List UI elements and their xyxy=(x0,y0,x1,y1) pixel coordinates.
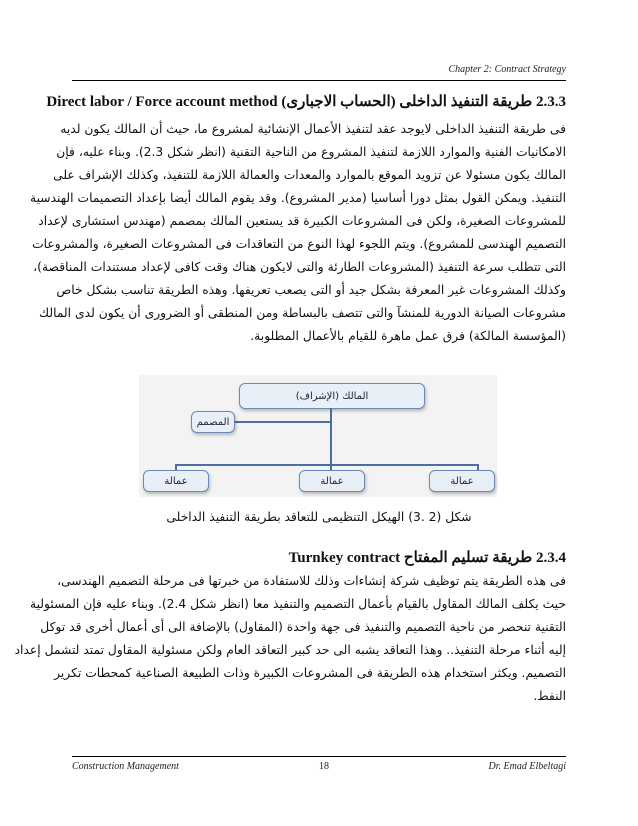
section-2-3-4-paragraph xyxy=(14,570,566,708)
paragraph-line: إليه أثناء مرحلة التنفيذ.. وهذا التعاقد يشبه الى حد كبير التعاقد العام ولكن مسئولية المقاول تمتد لتشمل إعداد xyxy=(14,643,566,657)
org-chart-figure xyxy=(139,375,497,497)
section-2-3-3-paragraph xyxy=(29,118,566,348)
paragraph-line: للمشروعات الصغيرة، ولكن فى المشروعات الكبيرة قد يستعين المالك بمصمم (مهندس استشارى لإعداد xyxy=(38,214,566,228)
labor-box: عمالة xyxy=(299,470,365,492)
paragraph-line: مشروعات الصيانة الدورية للمنشآ والتى تتصف بالبساطة ومن المنطقى أو الضرورى أن يكون لدى المالك xyxy=(38,306,566,320)
paragraph-line: التصميم. ويكثر استخدام هذه الطريقة فى المشروعات الكبيرة وذات الطبيعة الصناعية كمحطات تكرير xyxy=(54,666,566,680)
owner-box: المالك (الإشراف) xyxy=(239,383,425,409)
footer-course-title: Construction Management xyxy=(72,761,179,772)
page-number: 18 xyxy=(319,761,329,772)
paragraph-line: المالك يكون مسئولا عن تزويد الموقع بالموارد والمعدات والعمالة اللازمة للتنفيذ، وكذلك الإشراف على xyxy=(53,168,566,182)
paragraph-line: فى هذه الطريقة يتم توظيف شركة إنشاءات وذلك للاستفادة من خبرتها فى مرحلة التصميم الهندسى، xyxy=(57,574,566,588)
labor-box: عمالة xyxy=(143,470,209,492)
paragraph-line: وكذلك المشروعات غير المعرفة بشكل جيد أو التى يصعب تعريفها. وهذه الطريقة تناسب بشكل خاص xyxy=(56,283,566,297)
figure-caption: شكل (2 .3) الهيكل التنظيمى للتعاقد بطريقة التنفيذ الداخلى xyxy=(166,510,472,524)
paragraph-line: حيث يكلف المالك المقاول بالقيام بأعمال التصميم والتنفيذ معا (انظر شكل 2.4). وبناء عليه فإن المسئولية xyxy=(29,597,566,611)
paragraph-line: الامكانيات الفنية والموارد اللازمة لتنفيذ المشروع من الناحية التقنية (انظر شكل 2.3). وبناء عليه، فإن xyxy=(56,145,566,159)
owner-trunk-line xyxy=(330,408,332,466)
labor-box: عمالة xyxy=(429,470,495,492)
paragraph-line: النفط. xyxy=(533,689,566,703)
designer-box: المصمم xyxy=(191,411,235,433)
paragraph-line: فى طريقة التنفيذ الداخلى لايوجد عقد لتنفيذ الأعمال الإنشائية لمشروع ما، حيث أن المالك يكون لديه xyxy=(60,122,566,136)
paragraph-line: التقنية تنحصر من ناحية التصميم والتنفيذ فى جهة واحدة (المقاول) بالإضافة الى أى أعمال أخرى قد توكل xyxy=(40,620,566,634)
header-rule xyxy=(72,80,566,81)
running-header: Chapter 2: Contract Strategy xyxy=(448,64,566,75)
footer-rule xyxy=(72,756,566,757)
section-heading-2-3-3: 2.3.3 طريقة التنفيذ الداخلى (الحساب الاجبارى) Direct labor / Force account method xyxy=(46,94,566,110)
paragraph-line: التنفيذ. ويمكن القول بمثل دورا أساسيا (مدير المشروع). وقد يقوم المالك أيضا بإعداد التصميمات الهندسية xyxy=(29,191,566,205)
section-heading-2-3-4: 2.3.4 طريقة تسليم المفتاح Turnkey contract xyxy=(288,550,566,566)
labor-bus-line xyxy=(175,464,479,466)
paragraph-line: التى تتطلب سرعة التنفيذ (المشروعات الطارئة والتى لايكون هناك وقت كافى لإعداد مستندات المناقصة)، xyxy=(33,260,566,274)
paragraph-line: التصميم الهندسى للمشروع). ويتم اللجوء لهذا النوع من التعاقدات فى المشروعات الصغيرة، والمشروعات xyxy=(32,237,566,251)
footer-author: Dr. Emad Elbeltagi xyxy=(488,761,566,772)
paragraph-line: (المؤسسة المالكة) فرق عمل ماهرة للقيام بالأعمال المطلوبة. xyxy=(250,329,566,343)
designer-branch-line xyxy=(233,421,330,423)
